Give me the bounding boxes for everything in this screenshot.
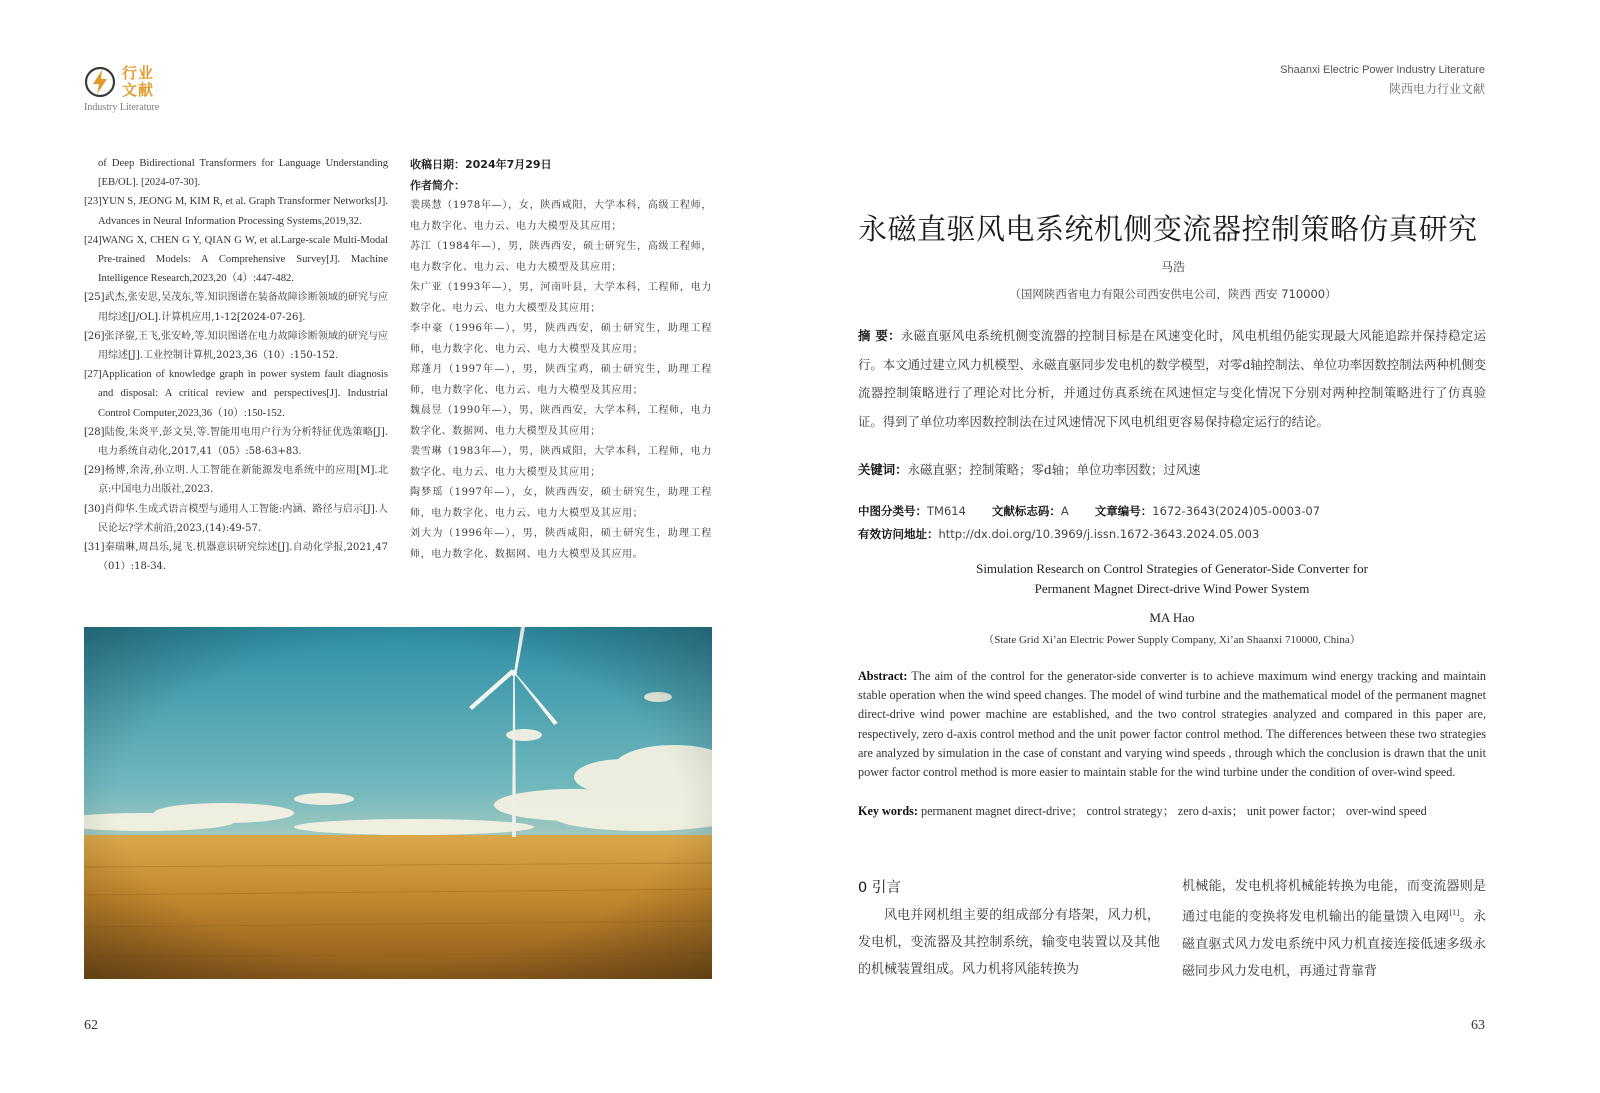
en-keywords-text: permanent magnet direct-drive； control strategy； zero d-axis； unit power factor； over-wind speed — [920, 804, 1427, 818]
en-title-line2: Permanent Magnet Direct-drive Wind Power System — [1034, 580, 1310, 596]
reference-item: [23]YUN S, JEONG M, KIM R, et al. Graph Transformer Networks[J]. Advances in Neural Information Processing Systems,2019,32. — [84, 196, 388, 227]
doi-link[interactable]: http://dx.doi.org/10.3969/j.issn.1672-3643.2024.05.003 — [938, 527, 1260, 541]
reference-item: [24]WANG X, CHEN G Y, QIAN G W, et al.Large-scale Multi-Modal Pre-trained Models: A Comprehensive Survey[J]. Machine Intelligence Research,2023,20（4）:447-482. — [84, 234, 388, 285]
reference-item: [27]Application of knowledge graph in power system fault diagnosis and disposal: A critical review and perspectives[J]. Industrial Control Computer,2023,36（10）:150-152. — [84, 369, 388, 419]
received-date: 收稿日期：2024年7月29日 — [410, 158, 552, 171]
article-no-label: 文章编号： — [1094, 504, 1153, 518]
bio-list — [410, 196, 712, 565]
body-right-text-1: 机械能，发电机将机械能转换为电能，而变流器则是通过电能的变换将发电机输出的能量馈入电网 — [1182, 879, 1486, 925]
reference-list — [84, 154, 388, 576]
logo-zh-line1: 行业 — [122, 64, 155, 82]
header-en: Shaanxi Electric Power Industry Literature — [1280, 64, 1485, 76]
logo-en: Industry Literature — [84, 102, 160, 113]
running-header — [1280, 64, 1485, 97]
body-column-right — [1182, 873, 1486, 985]
keywords-zh — [858, 460, 1486, 478]
reference-item: of Deep Bidirectional Transformers for Language Understanding [EB/OL]. [2024-07-30]. — [98, 158, 388, 189]
keywords-label: 关键词： — [858, 462, 908, 477]
keywords-en — [858, 802, 1486, 821]
body-column-left: 风电并网机组主要的组成部分有塔架，风力机，发电机，变流器及其控制系统，输变电装置以及其他的机械装置组成。风力机将风能转换为 — [858, 908, 1160, 978]
author-info — [410, 154, 712, 565]
reference-item: [26]张泽鋆,王飞,张安岭,等.知识图谱在电力故障诊断领域的研究与应用综述[J].工业控制计算机,2023,36（10）:150-152. — [84, 330, 388, 362]
abstract-text: 永磁直驱风电系统机侧变流器的控制目标是在风速变化时，风电机组仍能实现最大风能追踪并保持稳定运行。本文通过建立风力机模型、永磁直驱同步发电机的数学模型，对零d轴控制法、单位功率因数控制法两种机侧变流器控制策略进行了理论对比分析，并通过仿真系统在风速恒定与变化情况下分别对两种控制策略进行了仿真验证。得到了单位功率因数控制法在过风速情况下风电机组更容易保持稳定运行的结论。 — [858, 328, 1486, 429]
clc-label: 中图分类号： — [858, 504, 927, 518]
article-title: 永磁直驱风电系统机侧变流器控制策略仿真研究 — [858, 212, 1478, 246]
author-bio: 郑蓬月（1997年—），男，陕西宝鸡，硕士研究生，助理工程师，电力数字化、电力云、电力大模型及其应用； — [410, 364, 712, 396]
author-bio: 朱广亚（1993年—），男，河南叶县，大学本科，工程师，电力数字化、电力云、电力大模型及其应用； — [410, 282, 712, 314]
article-no-value: 1672-3643(2024)05-0003-07 — [1152, 504, 1321, 518]
keywords-text: 永磁直驱；控制策略；零d轴；单位功率因数；过风速 — [907, 462, 1201, 477]
en-keywords-label: Key words: — [858, 804, 918, 818]
en-abstract-label: Abstract: — [858, 669, 908, 683]
url-label: 有效访问地址： — [858, 527, 939, 541]
doc-code-label: 文献标志码： — [991, 504, 1061, 518]
reference-item: [29]杨博,余涛,孙立明.人工智能在新能源发电系统中的应用[M].北京:中国电力出版社,2023. — [84, 465, 388, 496]
author-bio: 魏晨昱（1990年—），男，陕西西安，大学本科，工程师，电力数字化、数据网、电力大模型及其应用； — [410, 405, 712, 437]
article-affiliation: （国网陕西省电力有限公司西安供电公司，陕西 西安 710000） — [1009, 287, 1337, 301]
page-number-right: 63 — [1471, 1018, 1485, 1033]
author-bio: 李中豪（1996年—），男，陕西西安，硕士研究生，助理工程师，电力数字化、电力云、电力大模型及其应用； — [410, 323, 712, 355]
article-metadata — [858, 500, 1488, 546]
abstract-label: 摘 要： — [858, 328, 901, 343]
body-right-text-2: 。永磁直驱式风力发电系统中风力机直接连接低速多级永磁同步风力发电机，再通过背靠背 — [1182, 909, 1486, 979]
article-title-en — [858, 559, 1486, 598]
header-zh: 陕西电力行业文献 — [1388, 82, 1485, 96]
lightning-bolt-icon — [84, 66, 116, 98]
article-author: 马浩 — [1160, 260, 1185, 274]
journal-logo — [84, 64, 204, 116]
abstract-en — [858, 667, 1486, 782]
reference-item: [28]陆俊,朱炎平,彭文昊,等.智能用电用户行为分析特征优选策略[J].电力系统自动化,2017,41（05）:58-63+83. — [84, 426, 388, 458]
reference-item: [30]肖仰华.生成式语言模型与通用人工智能:内涵、路径与启示[J].人民论坛?学术前沿,2023,(14):49-57. — [84, 503, 388, 534]
article-affiliation-en: （State Grid Xi’an Electric Power Supply Company, Xi’an Shaanxi 710000, China） — [983, 634, 1361, 646]
bio-title: 作者简介： — [410, 179, 465, 192]
wind-turbine-photo — [84, 627, 712, 979]
article-author-en: MA Hao — [1149, 610, 1195, 625]
author-bio: 刘大为（1996年—），男，陕西咸阳，硕士研究生，助理工程师，电力数字化、数据网、电力大模型及其应用。 — [410, 528, 712, 560]
logo-zh-line2: 文献 — [122, 81, 155, 99]
author-bio: 裴雪琳（1983年—），男，陕西咸阳，大学本科，工程师，电力数字化、电力云、电力大模型及其应用； — [410, 446, 712, 478]
en-title-line1: Simulation Research on Control Strategies of Generator-Side Converter for — [976, 561, 1368, 576]
citation-ref[interactable]: [1] — [1449, 909, 1460, 918]
doc-code-value: A — [1060, 504, 1069, 518]
page-number-left: 62 — [84, 1018, 98, 1033]
reference-item: [31]秦瑞琳,周昌乐,晁飞.机器意识研究综述[J].自动化学报,2021,47（01）:18-34. — [84, 542, 388, 573]
author-bio: 苏江（1984年—），男，陕西西安，硕士研究生，高级工程师，电力数字化、电力云、电力大模型及其应用； — [410, 241, 712, 273]
author-bio: 裴瑛慧（1978年—），女，陕西咸阳，大学本科，高级工程师，电力数字化、电力云、电力大模型及其应用； — [410, 200, 712, 232]
abstract-zh — [858, 322, 1486, 436]
reference-item: [25]武杰,张安思,吴茂东,等.知识图谱在装备故障诊断领域的研究与应用综述[J/OL].计算机应用,1-12[2024-07-26]. — [84, 292, 388, 323]
en-abstract-text: The aim of the control for the generator-side converter is to achieve maximum wind energy tracking and maintain stable operation when the wind speed changes. The model of wind turbine and the mathematical model of the permanent magnet direct-drive wind power machine are established, and the two control strategies analyzed and compared in this paper are, respectively, zero d-axis control method and the unit power factor control method. The differences between these two strategies are analyzed by simulation in the case of constant and varying wind speeds , through which the conclusion is drawn that the unit power factor control method is more easier to maintain stable for the wind turbine under the condition of over-wind speed. — [858, 669, 1487, 780]
clc-value: TM614 — [927, 504, 966, 518]
author-bio: 陶梦瑶（1997年—），女，陕西西安，硕士研究生，助理工程师，电力数字化、电力云、电力大模型及其应用； — [410, 487, 712, 519]
section-heading: 0 引言 — [858, 880, 901, 896]
